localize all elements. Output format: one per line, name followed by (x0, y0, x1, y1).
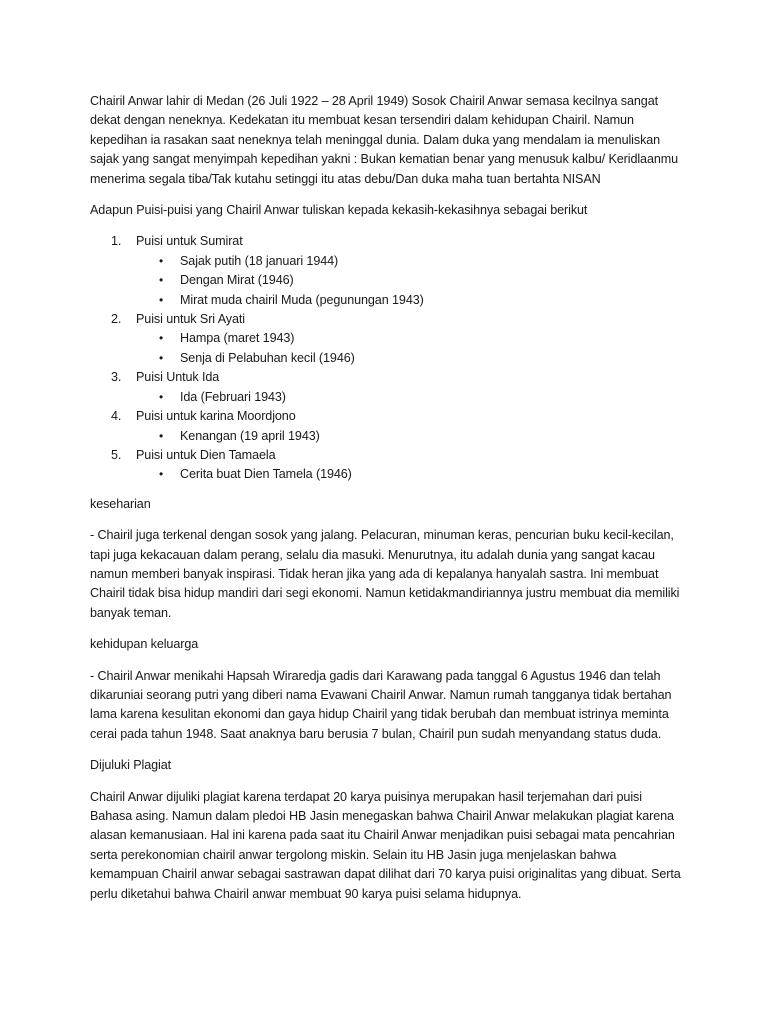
poem-list (136, 465, 682, 484)
work-title: Puisi untuk Sumirat (136, 234, 243, 249)
document-body (90, 92, 682, 916)
list-number: 4. (111, 409, 122, 424)
bullet-icon: • (159, 292, 164, 307)
works-list-item (111, 310, 682, 368)
poem-title: Sajak putih (18 januari 1944) (180, 253, 339, 268)
list-number: 2. (111, 312, 122, 327)
poem-list (136, 388, 682, 407)
poem-title: Mirat muda chairil Muda (pegunungan 1943) (180, 292, 424, 307)
poem-title: Dengan Mirat (1946) (180, 273, 294, 288)
poem-title: Senja di Pelabuhan kecil (1946) (180, 350, 355, 365)
poem-list (136, 252, 682, 310)
works-list-item (111, 368, 682, 407)
poem-list (136, 427, 682, 446)
poem-title: Kenangan (19 april 1943) (180, 428, 320, 443)
works-list-item (111, 232, 682, 310)
section-body-keseharian: - Chairil juga terkenal dengan sosok yang jalang. Pelacuran, minuman keras, pencurian buku kecil-kecilan, tapi juga kekacauan dalam perang, selalu dia masuki. Menurutnya, itu adalah dunia yang sangat kacau namun memberi banyak inspirasi. Tidak heran jika yang ada di kepalanya hanyalah sastra. Ini membuat Chairil tidak bisa hidup mandiri dari segi ekonomi. Namun ketidakmandiriannya justru membuat dia memiliki banyak teman. (90, 528, 680, 620)
bullet-icon: • (159, 273, 164, 288)
bullet-icon: • (159, 428, 164, 443)
work-title: Puisi untuk Sri Ayati (136, 312, 245, 327)
work-title: Puisi Untuk Ida (136, 370, 220, 385)
poem-title: Cerita buat Dien Tamela (1946) (180, 467, 352, 482)
works-list-item (111, 407, 682, 446)
poem-item (159, 271, 682, 290)
work-title: Puisi untuk Dien Tamaela (136, 447, 276, 462)
works-list (90, 232, 682, 484)
list-intro-paragraph: Adapun Puisi-puisi yang Chairil Anwar tuliskan kepada kekasih-kekasihnya sebagai berikut (90, 203, 588, 218)
bullet-icon: • (159, 350, 164, 365)
poem-item (159, 349, 682, 368)
poem-item (159, 427, 682, 446)
bullet-icon: • (159, 331, 164, 346)
poem-item (159, 465, 682, 484)
poem-title: Hampa (maret 1943) (180, 331, 295, 346)
section-heading-kehidupan-keluarga: kehidupan keluarga (90, 637, 199, 652)
poem-item (159, 329, 682, 348)
poem-title: Ida (Februari 1943) (180, 389, 286, 404)
bullet-icon: • (159, 389, 164, 404)
poem-item (159, 388, 682, 407)
list-number: 1. (111, 234, 122, 249)
section-body-dijuluki-plagiat: Chairil Anwar dijuliki plagiat karena terdapat 20 karya puisinya merupakan hasil terjemahan dari puisi Bahasa asing. Namun dalam pledoi HB Jasin menegaskan bahwa Chairil Anwar melakukan plagiat karena alasan kemanusiaan. Hal ini karena pada saat itu Chairil Anwar menjadikan puisi sebagai mata pencahrian serta perekonomian chairil anwar tergolong miskin. Selain itu HB Jasin juga menjelaskan bahwa kemampuan Chairil anwar sebagai sastrawan dapat dilihat dari 70 karya puisi originalitas yang dibuat. Serta perlu diketahui bahwa Chairil anwar membuat 90 karya puisi selama hidupnya. (90, 789, 681, 901)
list-number: 5. (111, 447, 122, 462)
section-body-kehidupan-keluarga: - Chairil Anwar menikahi Hapsah Wiraredja gadis dari Karawang pada tanggal 6 Agustus 1946 dan telah dikaruniai seorang putri yang diberi nama Evawani Chairil Anwar. Namun rumah tangganya tidak bertahan lama karena kesulitan ekonomi dan gaya hidup Chairil yang tidak berubah dan membuat istrinya meminta cerai pada tahun 1948. Saat anaknya baru berusia 7 bulan, Chairil pun sudah menyandang status duda. (90, 668, 672, 741)
bullet-icon: • (159, 467, 164, 482)
poem-list (136, 329, 682, 368)
poem-item (159, 291, 682, 310)
intro-paragraph: Chairil Anwar lahir di Medan (26 Juli 1922 – 28 April 1949) Sosok Chairil Anwar semasa kecilnya sangat dekat dengan neneknya. Kedekatan itu membuat kesan tersendiri dalam kehidupan Chairil. Namun kepedihan ia rasakan saat neneknya telah meninggal dunia. Dalam duka yang mendalam ia menuliskan sajak yang sangat menyimpah kepedihan yakni : Bukan kematian benar yang menusuk kalbu/ Keridlaanmu menerima segala tiba/Tak kutahu setinggi itu atas debu/Dan duka maha tuan bertahta NISAN (90, 94, 679, 186)
section-heading-dijuluki-plagiat: Dijuluki Plagiat (90, 758, 171, 773)
poem-item (159, 252, 682, 271)
works-list-item (111, 446, 682, 485)
bullet-icon: • (159, 253, 164, 268)
list-number: 3. (111, 370, 122, 385)
work-title: Puisi untuk karina Moordjono (136, 409, 296, 424)
section-heading-keseharian: keseharian (90, 496, 151, 511)
